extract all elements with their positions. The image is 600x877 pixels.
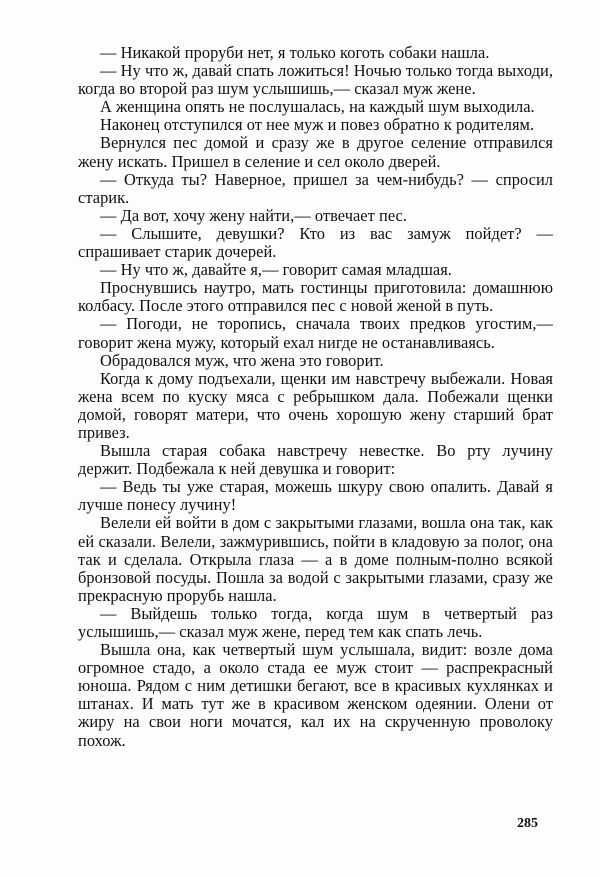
paragraph: Велели ей войти в дом с закрытыми глазами, вошла она так, как ей сказали. Велели, зажмурившись, пойти в кладовую за полог, она так и сделала. Открыла глаза — а в доме полным-полно всякой бронзовой посуды. Пошла за водой с закрытыми глазами, сразу же прекрасную прорубь нашла. xyxy=(78,513,553,605)
paragraph: — Да вот, хочу жену найти,— отвечает пес. xyxy=(100,205,408,225)
paragraph: — Откуда ты? Наверное, пришел за чем-нибудь? — спросил старик. xyxy=(78,169,553,207)
page-number: 285 xyxy=(517,816,538,831)
paragraph: — Никакой проруби нет, я только коготь собаки нашла. xyxy=(100,43,490,62)
paragraph: Вышла она, как четвертый шум услышала, видит: возле дома огромное стадо, а около стада ее муж стоит — распрекрасный юноша. Рядом с ним детишки бегают, все в красивых кухлянках и штанах. И мать тут же в красивом женском одеянии. Олени от жиру на свои ноги мочатся, кал их на скрученную проволоку похож. xyxy=(78,640,553,750)
paragraph: Обрадовался муж, что жена это говорит. xyxy=(100,350,384,370)
paragraph: — Ну что ж, давайте я,— говорит самая младшая. xyxy=(100,260,452,280)
paragraph: — Слышите, девушки? Кто из вас замуж пойдет? — спрашивает старик дочерей. xyxy=(78,223,553,262)
paragraph: Когда к дому подъехали, щенки им навстречу выбежали. Новая жена всем по куску мяса с ребрышком дала. Побежали щенки домой, говорят матери, что очень хорошую жену старший брат привез. xyxy=(78,368,553,442)
paragraph: — Ну что ж, давай спать ложиться! Ночью только тогда выходи, когда во второй раз шум услышишь,— сказал муж жене. xyxy=(78,61,553,99)
paragraph: Вышла старая собака навстречу невестке. Во рту лучину держит. Подбежала к ней девушка и говорит: xyxy=(78,441,553,479)
paragraph: — Выйдешь только тогда, когда шум в четвертый раз услышишь,— сказал муж жене, перед тем как спать лечь. xyxy=(78,603,553,641)
paragraph: Проснувшись наутро, мать гостинцы приготовила: домашнюю колбасу. После этого отправился пес с новой женой в путь. xyxy=(78,278,553,316)
paragraph: — Ведь ты уже старая, можешь шкуру свою опалить. Давай я лучше понесу лучину! xyxy=(78,477,553,515)
paragraph: Вернулся пес домой и сразу же в другое селение отправился жену искать. Пришел в селение и сел около дверей. xyxy=(78,133,553,171)
body-text xyxy=(78,44,553,750)
paragraph: А женщина опять не послушалась, на каждый шум выходила. xyxy=(100,97,535,117)
paragraph: — Погоди, не торопись, сначала твоих предков угостим,— говорит жена мужу, который ехал нигде не останавливаясь. xyxy=(78,314,553,352)
paragraph: Наконец отступился от нее муж и повез обратно к родителям. xyxy=(100,115,535,135)
